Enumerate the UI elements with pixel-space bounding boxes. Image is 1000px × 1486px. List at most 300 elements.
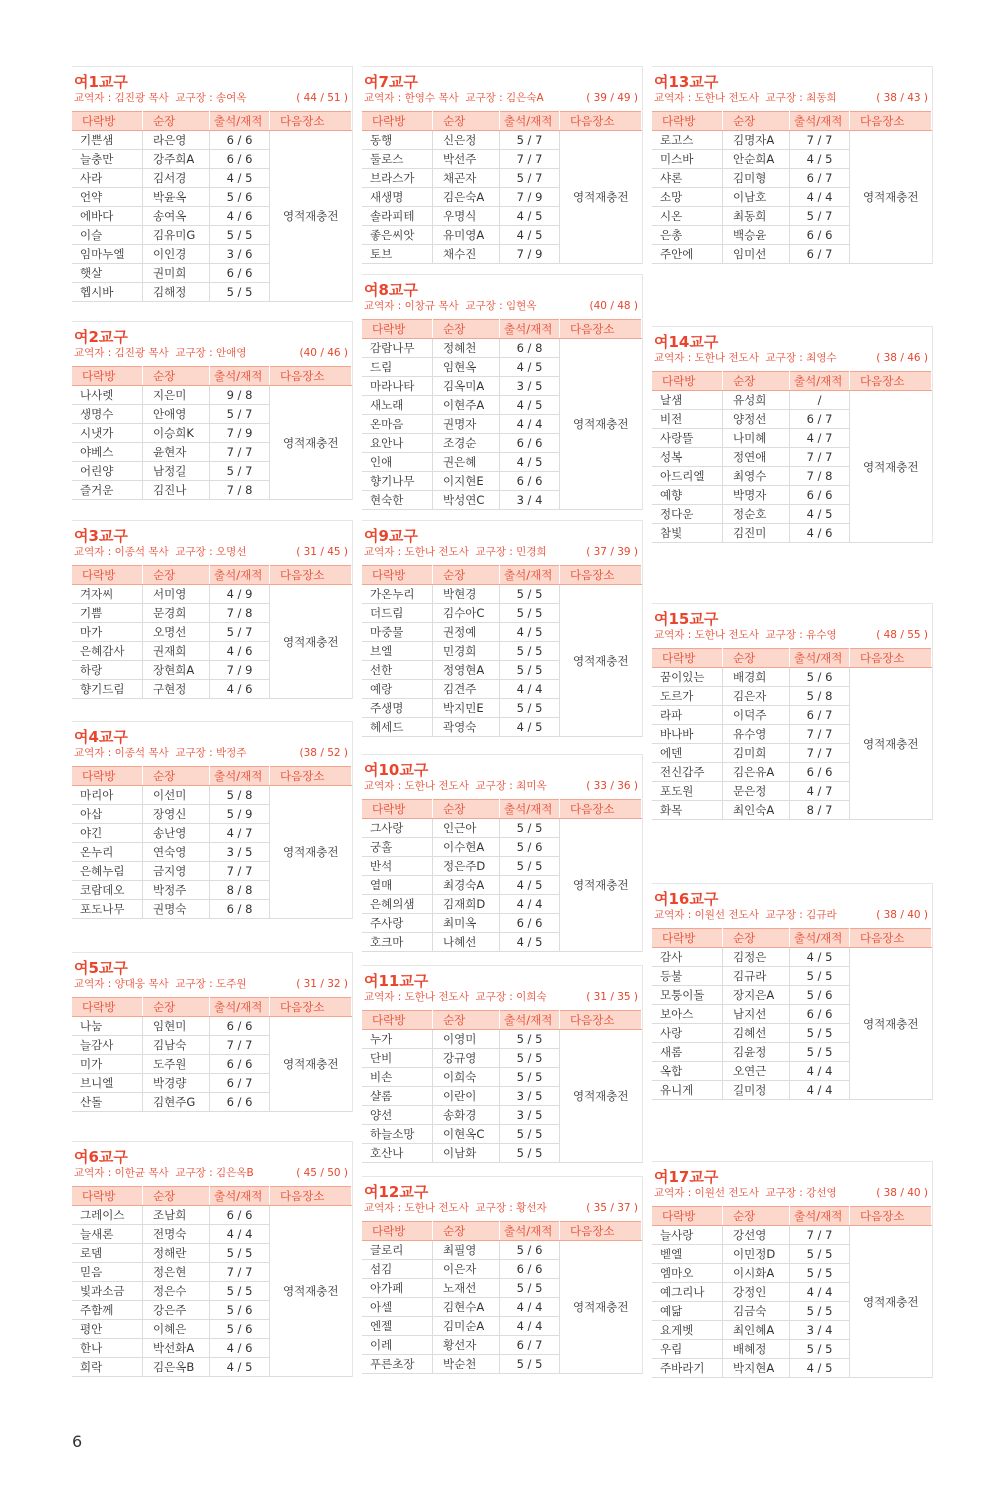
room-name: 화목 — [652, 801, 723, 820]
attendance-value: 5 / 5 — [790, 1043, 850, 1062]
table-header — [72, 566, 352, 585]
header-attendance: 출석/재적 — [790, 372, 850, 391]
room-name: 현숙한 — [362, 491, 433, 510]
header-leader: 순장 — [723, 112, 790, 131]
room-name: 포도원 — [652, 782, 723, 801]
attendance-value: 5 / 5 — [500, 661, 560, 680]
attendance-value: 5 / 5 — [500, 1355, 560, 1374]
room-name: 언약 — [72, 188, 143, 207]
header-room: 다락방 — [72, 1187, 143, 1206]
attendance-value: 4 / 4 — [500, 1317, 560, 1336]
leader-name: 정은수 — [143, 1282, 210, 1301]
leader-name: 이란이 — [433, 1087, 500, 1106]
room-name: 아드리엘 — [652, 467, 723, 486]
attendance-value: 5 / 5 — [210, 226, 270, 245]
attendance-value: 5 / 7 — [500, 169, 560, 188]
attendance-value: 5 / 7 — [210, 462, 270, 481]
room-name: 생명수 — [72, 405, 143, 424]
attendance-value: 3 / 6 — [210, 245, 270, 264]
attendance-value: 4 / 5 — [790, 948, 850, 967]
leader-name: 정연애 — [723, 448, 790, 467]
leader-name: 장현희A — [143, 661, 210, 680]
next-place: 영적재충전 — [560, 131, 642, 264]
leader-name: 김은자 — [723, 687, 790, 706]
room-name: 엠마오 — [652, 1264, 723, 1283]
leader-name: 라은영 — [143, 131, 210, 150]
district-info — [364, 990, 642, 1005]
district-table — [362, 319, 642, 510]
leader-label: 교구장 : 김규라 — [765, 909, 837, 921]
room-name: 좋은씨앗 — [362, 226, 433, 245]
leader-name: 백승윤 — [723, 226, 790, 245]
attendance-value: 7 / 9 — [500, 245, 560, 264]
district-info — [74, 91, 352, 106]
leader-name: 이희숙 — [433, 1068, 500, 1087]
table-header — [652, 112, 932, 131]
district-title: 여17교구 — [654, 1168, 719, 1186]
leader-name: 이민정D — [723, 1245, 790, 1264]
room-name: 날샘 — [652, 391, 723, 410]
leader-name: 김수아C — [433, 604, 500, 623]
leader-name: 나미혜 — [723, 429, 790, 448]
leader-label: 교구장 : 송여옥 — [175, 92, 247, 104]
attendance-value: 4 / 4 — [500, 415, 560, 434]
attendance-value: 6 / 6 — [500, 1260, 560, 1279]
header-leader: 순장 — [723, 649, 790, 668]
district-title: 여12교구 — [364, 1183, 429, 1201]
district-title: 여8교구 — [364, 281, 418, 299]
leader-name: 남지선 — [723, 1005, 790, 1024]
table-header — [72, 1187, 352, 1206]
attendance-value: 4 / 4 — [790, 188, 850, 207]
header-leader: 순장 — [143, 998, 210, 1017]
leader-name: 전명숙 — [143, 1225, 210, 1244]
attendance-total: ( 31 / 35 ) — [586, 991, 638, 1003]
header-next-place: 다음장소 — [560, 320, 642, 339]
attendance-value: 5 / 5 — [500, 1049, 560, 1068]
leader-name: 정순호 — [723, 505, 790, 524]
room-name: 양선 — [362, 1106, 433, 1125]
room-name: 꿈이있는 — [652, 668, 723, 687]
attendance-value: 4 / 5 — [500, 358, 560, 377]
header-room: 다락방 — [652, 1207, 723, 1226]
attendance-value: 5 / 5 — [500, 642, 560, 661]
leader-name: 임현옥 — [433, 358, 500, 377]
leader-name: 이영미 — [433, 1030, 500, 1049]
header-next-place: 다음장소 — [270, 767, 352, 786]
header-attendance: 출석/재적 — [500, 800, 560, 819]
room-name: 향기나무 — [362, 472, 433, 491]
header-attendance: 출석/재적 — [210, 1187, 270, 1206]
header-room: 다락방 — [362, 1011, 433, 1030]
room-name: 예닮 — [652, 1302, 723, 1321]
leader-name: 권은혜 — [433, 453, 500, 472]
header-next-place: 다음장소 — [270, 1187, 352, 1206]
leader-name: 장지은A — [723, 986, 790, 1005]
leader-name: 이은자 — [433, 1260, 500, 1279]
district-table — [72, 997, 352, 1112]
attendance-total: (40 / 48 ) — [589, 300, 638, 312]
room-name: 사랑 — [652, 1024, 723, 1043]
leader-name: 이시화A — [723, 1264, 790, 1283]
header-next-place: 다음장소 — [850, 1207, 932, 1226]
room-name: 새생명 — [362, 188, 433, 207]
leader-name: 송화경 — [433, 1106, 500, 1125]
leader-name: 김규라 — [723, 967, 790, 986]
attendance-value: 6 / 6 — [210, 1206, 270, 1225]
room-name: 브니엘 — [72, 1074, 143, 1093]
leader-name: 김남숙 — [143, 1036, 210, 1055]
district-info — [364, 779, 642, 794]
attendance-value: 5 / 6 — [790, 668, 850, 687]
room-name: 에바다 — [72, 207, 143, 226]
room-name: 샬롬 — [362, 1087, 433, 1106]
header-next-place: 다음장소 — [560, 800, 642, 819]
attendance-value: 7 / 7 — [210, 443, 270, 462]
leader-name: 조남희 — [143, 1206, 210, 1225]
header-attendance: 출석/재적 — [210, 767, 270, 786]
attendance-value: 6 / 7 — [500, 1336, 560, 1355]
room-name: 소망 — [652, 188, 723, 207]
table-header — [362, 800, 642, 819]
attendance-value: 5 / 5 — [500, 699, 560, 718]
district-title: 여5교구 — [74, 959, 128, 977]
district-staff — [74, 346, 246, 361]
leader-name: 황선자 — [433, 1336, 500, 1355]
room-name: 마가 — [72, 623, 143, 642]
room-name: 감사 — [652, 948, 723, 967]
leader-name: 정해란 — [143, 1244, 210, 1263]
district-table — [652, 648, 932, 820]
next-place: 영적재충전 — [560, 1241, 642, 1374]
room-name: 늘감사 — [72, 1036, 143, 1055]
room-name: 샤론 — [652, 169, 723, 188]
district-staff — [74, 1166, 254, 1181]
room-name: 예랑 — [362, 680, 433, 699]
district-table — [362, 111, 642, 264]
attendance-value: 5 / 7 — [790, 207, 850, 226]
attendance-total: ( 44 / 51 ) — [296, 92, 348, 104]
leader-name: 도주원 — [143, 1055, 210, 1074]
room-name: 라파 — [652, 706, 723, 725]
header-leader: 순장 — [723, 372, 790, 391]
attendance-value: 5 / 9 — [210, 805, 270, 824]
leader-name: 송여옥 — [143, 207, 210, 226]
room-name: 나사렛 — [72, 386, 143, 405]
header-leader: 순장 — [433, 1222, 500, 1241]
room-name: 은혜감사 — [72, 642, 143, 661]
page-number: 6 — [72, 1432, 83, 1451]
leader-name: 최동희 — [723, 207, 790, 226]
room-name: 햇살 — [72, 264, 143, 283]
district-info — [364, 1201, 642, 1216]
attendance-value: 4 / 5 — [210, 169, 270, 188]
leader-label: 교구장 : 오명선 — [175, 546, 247, 558]
next-place: 영적재충전 — [270, 585, 352, 699]
leader-name: 정영현A — [433, 661, 500, 680]
room-name: 비손 — [362, 1068, 433, 1087]
leader-name: 오연근 — [723, 1062, 790, 1081]
next-place: 영적재충전 — [850, 131, 932, 264]
pastor-label: 교역자 : 이원선 전도사 — [654, 1187, 759, 1199]
district-block — [72, 520, 353, 699]
leader-name: 유수영 — [723, 725, 790, 744]
leader-name: 최인혜A — [723, 1321, 790, 1340]
table-header — [362, 320, 642, 339]
attendance-value: 6 / 6 — [210, 1017, 270, 1036]
leader-name: 장영신 — [143, 805, 210, 824]
attendance-value: 5 / 7 — [210, 623, 270, 642]
room-name: 이슬 — [72, 226, 143, 245]
room-name: 이레 — [362, 1336, 433, 1355]
district-block — [362, 754, 643, 952]
attendance-value: 3 / 4 — [790, 1321, 850, 1340]
room-name: 전신갑주 — [652, 763, 723, 782]
leader-name: 윤현자 — [143, 443, 210, 462]
leader-label: 교구장 : 황선자 — [475, 1202, 547, 1214]
district-block — [72, 66, 353, 302]
room-name: 어린양 — [72, 462, 143, 481]
attendance-total: ( 35 / 37 ) — [586, 1202, 638, 1214]
attendance-value: 5 / 7 — [210, 405, 270, 424]
leader-name: 채수진 — [433, 245, 500, 264]
room-name: 보아스 — [652, 1005, 723, 1024]
leader-name: 조경순 — [433, 434, 500, 453]
room-name: 은총 — [652, 226, 723, 245]
table-row — [72, 585, 352, 604]
attendance-value: 7 / 7 — [210, 1263, 270, 1282]
leader-name: 박현경 — [433, 585, 500, 604]
table-row — [362, 131, 642, 150]
pastor-label: 교역자 : 김진광 목사 — [74, 92, 169, 104]
attendance-value: 6 / 6 — [790, 226, 850, 245]
district-staff — [654, 628, 837, 643]
district-title: 여7교구 — [364, 73, 418, 91]
header-attendance: 출석/재적 — [500, 320, 560, 339]
room-name: 향기드림 — [72, 680, 143, 699]
attendance-value: 4 / 5 — [790, 1359, 850, 1378]
room-name: 사라 — [72, 169, 143, 188]
room-name: 임마누엘 — [72, 245, 143, 264]
table-row — [362, 819, 642, 838]
leader-label: 교구장 : 최미옥 — [475, 780, 547, 792]
room-name: 동행 — [362, 131, 433, 150]
room-name: 호크마 — [362, 933, 433, 952]
leader-name: 정은주D — [433, 857, 500, 876]
room-name: 요안나 — [362, 434, 433, 453]
room-name: 성복 — [652, 448, 723, 467]
attendance-value: 5 / 8 — [210, 786, 270, 805]
header-next-place: 다음장소 — [850, 372, 932, 391]
attendance-value: 4 / 4 — [500, 680, 560, 699]
attendance-total: ( 38 / 40 ) — [876, 909, 928, 921]
leader-name: 권명숙 — [143, 900, 210, 919]
leader-name: 김혜선 — [723, 1024, 790, 1043]
header-next-place: 다음장소 — [270, 367, 352, 386]
leader-name: 강선영 — [723, 1226, 790, 1245]
district-info — [74, 346, 352, 361]
district-info — [74, 1166, 352, 1181]
room-name: 바나바 — [652, 725, 723, 744]
leader-name: 정혜천 — [433, 339, 500, 358]
attendance-value: 5 / 5 — [210, 1282, 270, 1301]
room-name: 포도나무 — [72, 900, 143, 919]
leader-name: 김윤정 — [723, 1043, 790, 1062]
header-attendance: 출석/재적 — [500, 1222, 560, 1241]
room-name: 궁홀 — [362, 838, 433, 857]
room-name: 푸른초장 — [362, 1355, 433, 1374]
leader-name: 김정은 — [723, 948, 790, 967]
attendance-value: 5 / 5 — [500, 1125, 560, 1144]
attendance-value: 3 / 5 — [500, 1087, 560, 1106]
attendance-value: 7 / 7 — [210, 862, 270, 881]
attendance-value: 9 / 8 — [210, 386, 270, 405]
leader-name: 박윤옥 — [143, 188, 210, 207]
leader-name: 박선주 — [433, 150, 500, 169]
attendance-value: 5 / 5 — [500, 1068, 560, 1087]
header-leader: 순장 — [433, 320, 500, 339]
leader-name: 박정주 — [143, 881, 210, 900]
district-table — [362, 799, 642, 952]
pastor-label: 교역자 : 도한나 전도사 — [654, 352, 759, 364]
room-name: 예향 — [652, 486, 723, 505]
table-header — [72, 767, 352, 786]
attendance-value: 5 / 5 — [210, 283, 270, 302]
header-next-place: 다음장소 — [270, 566, 352, 585]
room-name: 희락 — [72, 1358, 143, 1377]
district-info — [654, 91, 932, 106]
table-header — [652, 649, 932, 668]
attendance-value: 7 / 9 — [210, 661, 270, 680]
district-info — [74, 545, 352, 560]
attendance-total: (38 / 52 ) — [299, 747, 348, 759]
attendance-value: 7 / 9 — [500, 188, 560, 207]
next-place: 영적재충전 — [270, 786, 352, 919]
district-title: 여15교구 — [654, 610, 719, 628]
header-room: 다락방 — [362, 566, 433, 585]
district-info — [654, 351, 932, 366]
leader-name: 김은숙A — [433, 188, 500, 207]
attendance-value: 3 / 5 — [500, 1106, 560, 1125]
district-staff — [654, 91, 837, 106]
leader-name: 남정길 — [143, 462, 210, 481]
leader-name: 김재희D — [433, 895, 500, 914]
room-name: 드림 — [362, 358, 433, 377]
room-name: 마중물 — [362, 623, 433, 642]
leader-name: 김미순A — [433, 1317, 500, 1336]
pastor-label: 교역자 : 도한나 전도사 — [364, 1202, 469, 1214]
leader-name: 김견주 — [433, 680, 500, 699]
room-name: 참빛 — [652, 524, 723, 543]
district-staff — [654, 908, 837, 923]
room-name: 늘충만 — [72, 150, 143, 169]
room-name: 더드림 — [362, 604, 433, 623]
table-row — [72, 1206, 352, 1225]
room-name: 시온 — [652, 207, 723, 226]
table-header — [362, 1222, 642, 1241]
district-staff — [364, 299, 536, 314]
header-room: 다락방 — [652, 649, 723, 668]
room-name: 그레이스 — [72, 1206, 143, 1225]
leader-name: 이지현E — [433, 472, 500, 491]
attendance-value: 7 / 8 — [790, 467, 850, 486]
attendance-value: 7 / 7 — [500, 150, 560, 169]
attendance-value: 4 / 4 — [790, 1081, 850, 1100]
district-title: 여2교구 — [74, 328, 128, 346]
attendance-value: 4 / 5 — [500, 623, 560, 642]
attendance-value: 4 / 4 — [790, 1283, 850, 1302]
district-block — [72, 721, 353, 919]
district-block — [362, 1176, 643, 1374]
attendance-value: 3 / 5 — [210, 843, 270, 862]
district-info — [74, 977, 352, 992]
attendance-value: 5 / 5 — [500, 1279, 560, 1298]
room-name: 섬김 — [362, 1260, 433, 1279]
header-attendance: 출석/재적 — [210, 367, 270, 386]
leader-name: 임미선 — [723, 245, 790, 264]
attendance-value: 4 / 5 — [210, 1358, 270, 1377]
leader-label: 교구장 : 이희숙 — [475, 991, 547, 1003]
header-next-place: 다음장소 — [270, 998, 352, 1017]
header-leader: 순장 — [143, 566, 210, 585]
attendance-total: ( 39 / 49 ) — [586, 92, 638, 104]
room-name: 에덴 — [652, 744, 723, 763]
leader-name: 최인숙A — [723, 801, 790, 820]
room-name: 주생명 — [362, 699, 433, 718]
leader-name: 이수현A — [433, 838, 500, 857]
room-name: 주함께 — [72, 1301, 143, 1320]
leader-name: 최영수 — [723, 467, 790, 486]
room-name: 인애 — [362, 453, 433, 472]
next-place: 영적재충전 — [560, 339, 642, 510]
next-place: 영적재충전 — [850, 668, 932, 820]
header-room: 다락방 — [652, 372, 723, 391]
room-name: 아셀 — [362, 1298, 433, 1317]
attendance-value: 4 / 7 — [210, 824, 270, 843]
leader-name: 배경희 — [723, 668, 790, 687]
leader-label: 교구장 : 김은옥B — [175, 1167, 254, 1179]
table-row — [72, 131, 352, 150]
table-row — [652, 131, 932, 150]
attendance-total: ( 38 / 46 ) — [876, 352, 928, 364]
header-room: 다락방 — [652, 929, 723, 948]
leader-name: 김진나 — [143, 481, 210, 500]
room-name: 겨자씨 — [72, 585, 143, 604]
district-staff — [364, 91, 544, 106]
attendance-value: 6 / 6 — [210, 264, 270, 283]
room-name: 아가페 — [362, 1279, 433, 1298]
attendance-value: / — [790, 391, 850, 410]
room-name: 야베스 — [72, 443, 143, 462]
attendance-value: 4 / 5 — [500, 876, 560, 895]
district-info — [654, 628, 932, 643]
attendance-value: 7 / 7 — [790, 131, 850, 150]
room-name: 믿음 — [72, 1263, 143, 1282]
attendance-value: 4 / 5 — [500, 207, 560, 226]
leader-name: 김은옥B — [143, 1358, 210, 1377]
attendance-value: 5 / 6 — [210, 1320, 270, 1339]
room-name: 야긴 — [72, 824, 143, 843]
attendance-value: 5 / 5 — [500, 1144, 560, 1163]
room-name: 즐거운 — [72, 481, 143, 500]
attendance-total: ( 38 / 40 ) — [876, 1187, 928, 1199]
header-leader: 순장 — [723, 1207, 790, 1226]
room-name: 하랑 — [72, 661, 143, 680]
room-name: 은혜의샘 — [362, 895, 433, 914]
room-name: 주바라기 — [652, 1359, 723, 1378]
room-name: 늘사랑 — [652, 1226, 723, 1245]
header-room: 다락방 — [72, 566, 143, 585]
